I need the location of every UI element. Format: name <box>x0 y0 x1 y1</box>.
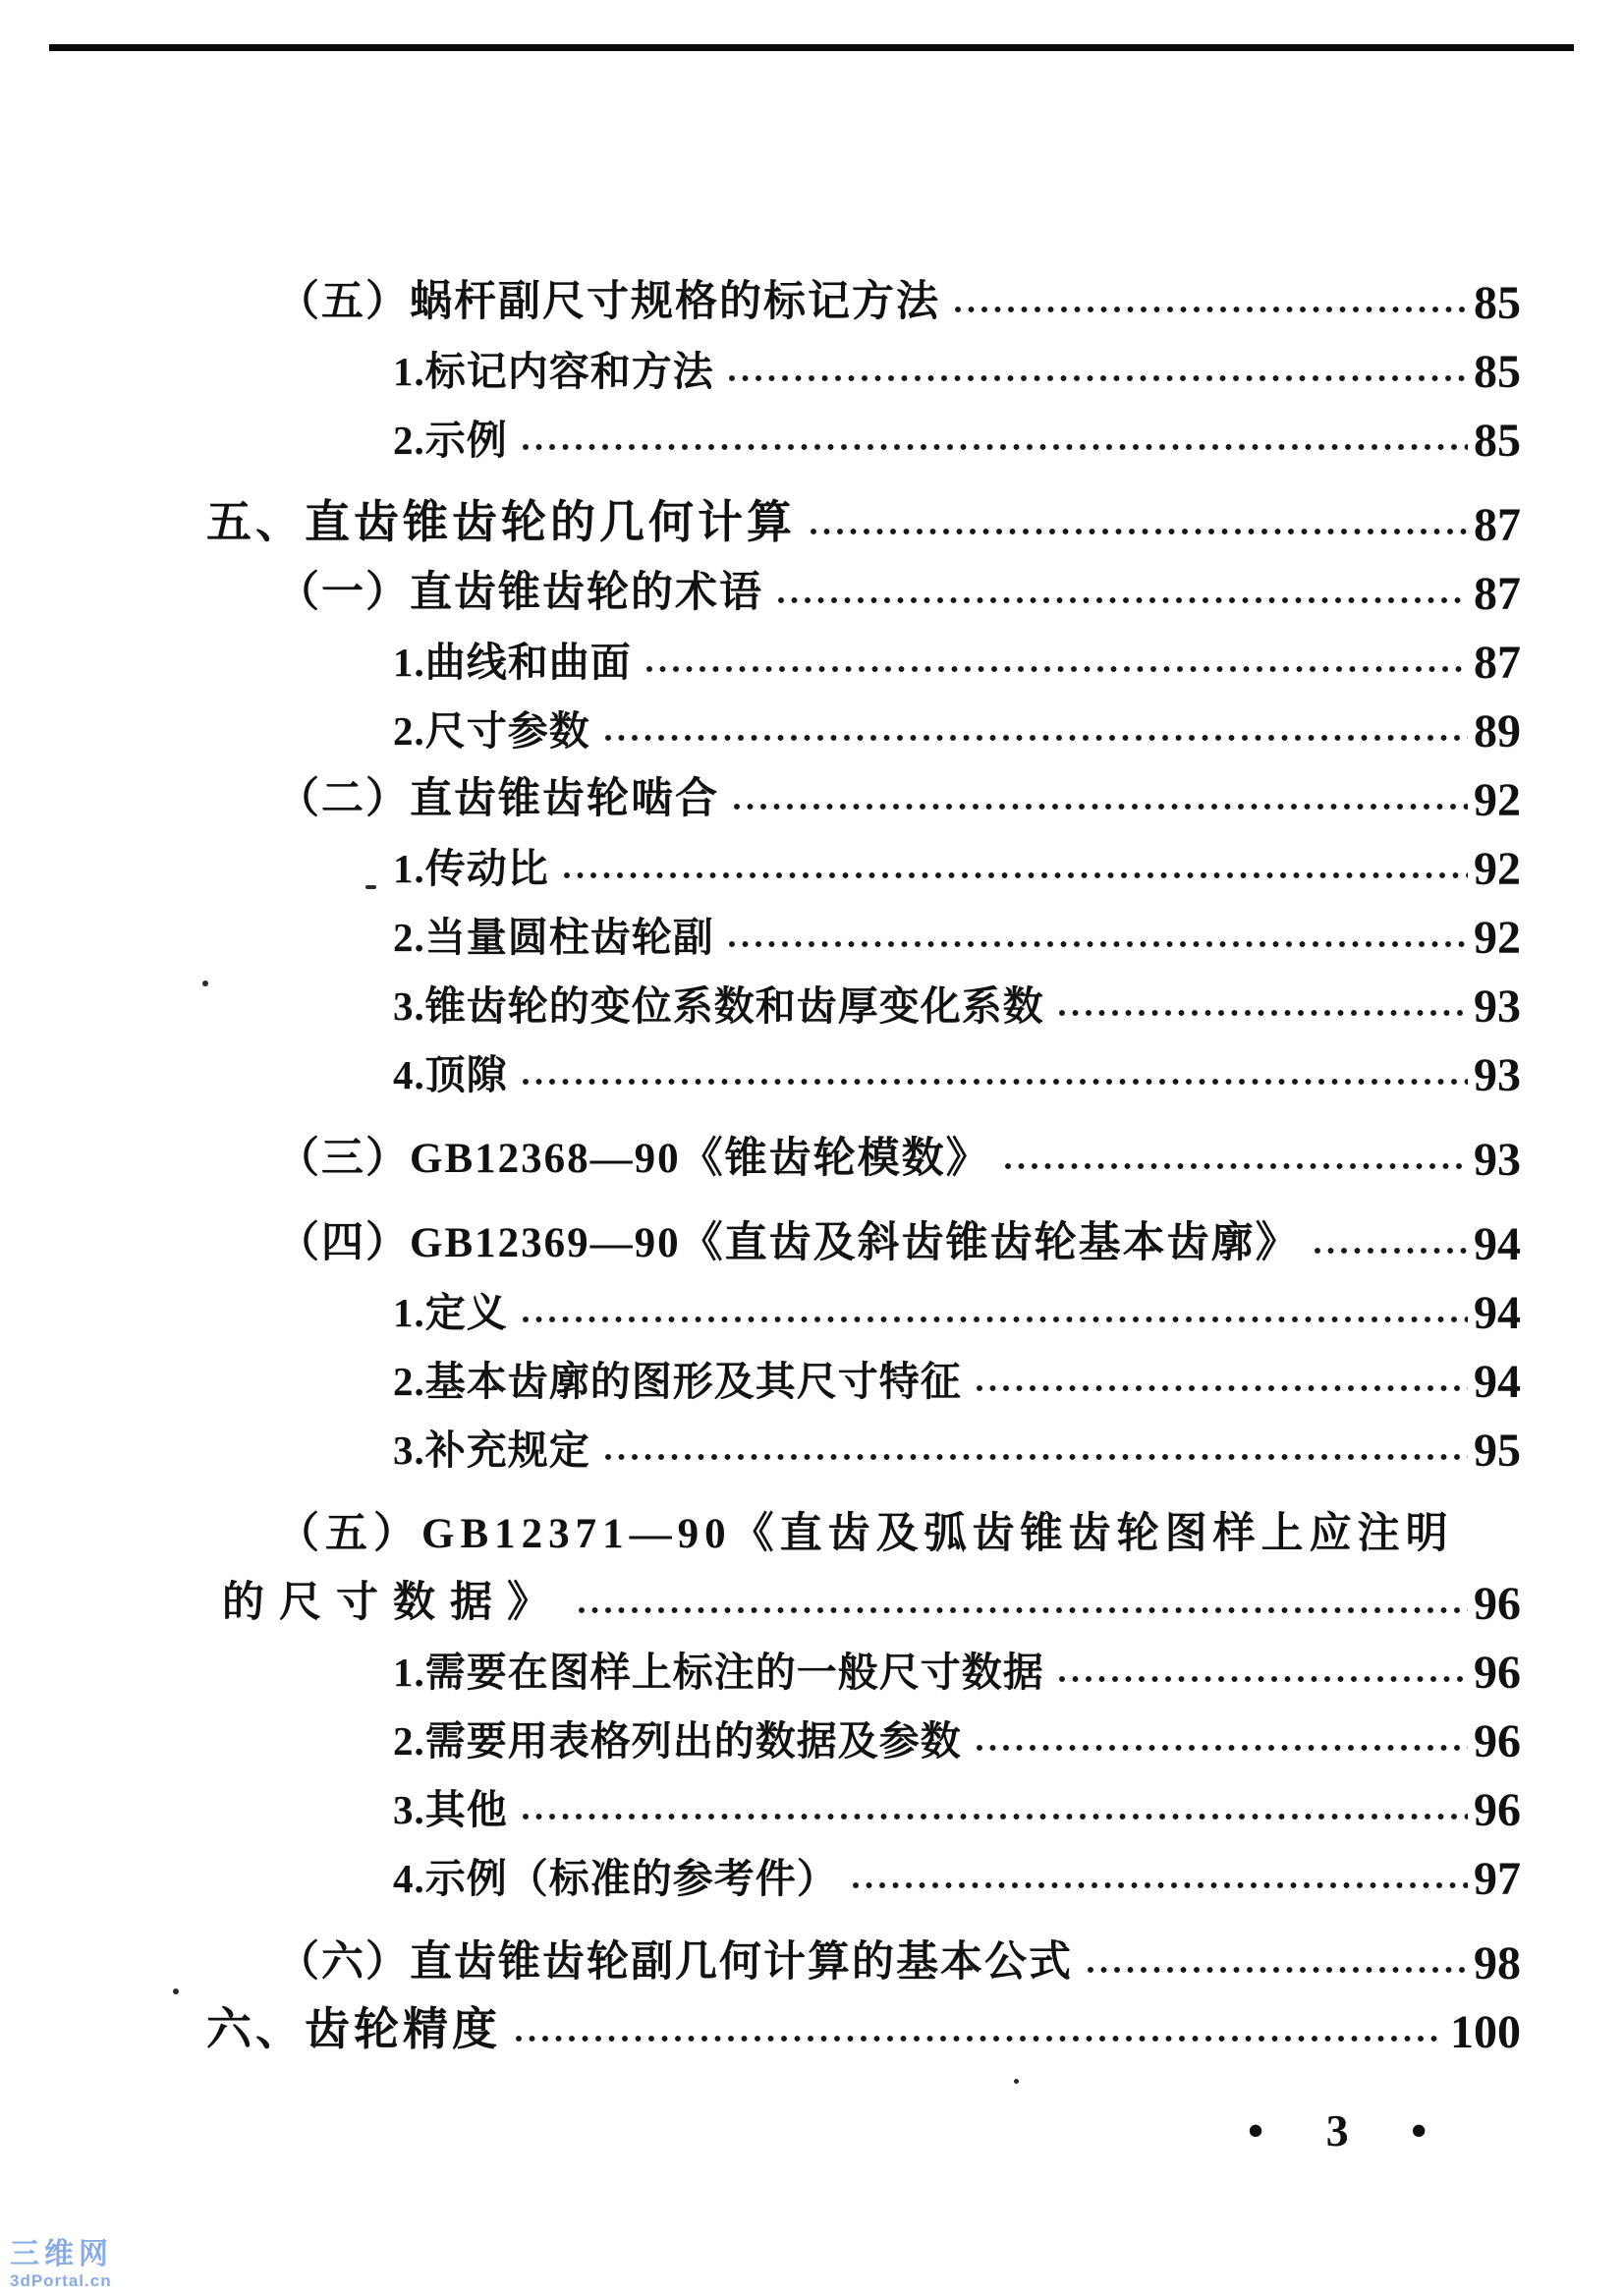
toc-entry-page: 89 <box>1474 704 1521 757</box>
toc-entry <box>0 477 1521 551</box>
toc-entry <box>0 684 1521 757</box>
toc-entry-label: 1.传动比 <box>393 846 549 892</box>
toc-entry <box>0 821 1521 895</box>
toc-entry-label: （一）直齿锥齿轮的术语 <box>277 570 763 617</box>
dot-leader <box>731 801 1468 812</box>
toc-entry-label: 4.顶隙 <box>393 1052 508 1098</box>
dot-leader <box>850 1879 1468 1891</box>
dot-leader <box>602 732 1468 744</box>
toc-entry <box>0 1028 1521 1101</box>
toc-entry-label: 2.示例 <box>393 418 508 464</box>
dot-leader <box>974 1742 1468 1754</box>
watermark-title: 三维网 <box>10 2238 113 2270</box>
toc-entry-label: 1.标记内容和方法 <box>393 349 714 395</box>
toc-entry <box>0 1112 1521 1186</box>
dot-leader <box>1085 1964 1468 1976</box>
toc-entry-label: （二）直齿锥齿轮啮合 <box>277 776 719 823</box>
toc-entry-label: （五）蜗杆副尺寸规格的标记方法 <box>277 279 940 326</box>
toc-entry-label: 4.示例（标准的参考件） <box>393 1856 838 1902</box>
toc-entry-page: 92 <box>1474 773 1521 826</box>
toc-entry <box>0 1197 1521 1270</box>
toc-entry-page: 96 <box>1474 1646 1521 1699</box>
scan-artifact-dot <box>1014 2079 1019 2084</box>
top-rule <box>49 44 1574 51</box>
toc-entry-label: 3.其他 <box>393 1787 508 1833</box>
scan-artifact-dot <box>173 1988 179 1994</box>
toc-entry-page: 87 <box>1474 567 1521 620</box>
toc-entry <box>0 1985 1521 2058</box>
toc-entry-page: 96 <box>1474 1783 1521 1836</box>
toc-entry <box>0 753 1521 826</box>
toc-entry-page: 87 <box>1474 636 1521 689</box>
toc-entry <box>0 1625 1521 1699</box>
toc-entry <box>0 255 1521 329</box>
toc-entry-page: 85 <box>1474 276 1521 329</box>
toc-entry-label: 的尺寸数据》 <box>222 1580 564 1627</box>
dot-leader <box>1056 1007 1468 1019</box>
toc-entry-page: 94 <box>1474 1217 1521 1270</box>
toc-entry <box>0 1403 1521 1477</box>
toc-entry-label: （五）GB12371—90《直齿及弧齿锥齿轮图样上应注明 <box>277 1511 1454 1558</box>
toc-entry <box>0 890 1521 964</box>
toc-entry-page: 87 <box>1474 498 1521 551</box>
toc-entry-page: 92 <box>1474 911 1521 964</box>
toc-entry-label: 1.需要在图样上标注的一般尺寸数据 <box>393 1650 1044 1696</box>
toc-entry <box>0 393 1521 467</box>
dot-leader <box>520 441 1468 453</box>
toc-entry-label: 1.曲线和曲面 <box>393 640 632 686</box>
toc-entry-page: 85 <box>1474 414 1521 467</box>
toc-list <box>0 255 1521 2058</box>
toc-entry <box>0 1265 1521 1339</box>
toc-entry-page: 98 <box>1474 1936 1521 1989</box>
toc-entry-page: 100 <box>1450 2005 1521 2058</box>
dot-leader <box>726 372 1468 384</box>
toc-entry-label: 3.锥齿轮的变位系数和齿厚变化系数 <box>393 983 1044 1030</box>
toc-entry <box>0 1763 1521 1836</box>
toc-entry-page: 96 <box>1474 1714 1521 1767</box>
dot-leader <box>726 938 1468 950</box>
toc-entry-label: 2.尺寸参数 <box>393 708 590 755</box>
toc-entry-page: 93 <box>1474 1133 1521 1186</box>
toc-entry-page: 85 <box>1474 345 1521 398</box>
toc-entry-label: 3.补充规定 <box>393 1428 590 1474</box>
toc-entry <box>0 1831 1521 1905</box>
toc-entry-label: 2.基本齿廓的图形及其尺寸特征 <box>393 1359 962 1405</box>
toc-entry <box>0 1694 1521 1767</box>
dot-leader <box>602 1451 1468 1463</box>
dot-leader <box>644 663 1468 675</box>
toc-entry-label: 2.当量圆柱齿轮副 <box>393 915 714 961</box>
toc-entry <box>0 546 1521 620</box>
toc-entry <box>0 324 1521 398</box>
scan-artifact-dot <box>365 885 376 889</box>
dot-leader <box>561 869 1468 881</box>
toc-entry-page: 93 <box>1474 1048 1521 1101</box>
dot-leader <box>1056 1673 1468 1685</box>
dot-leader <box>1312 1245 1468 1257</box>
toc-entry-page: 92 <box>1474 842 1521 895</box>
toc-entry-label: 六、齿轮精度 <box>206 2004 501 2055</box>
toc-entry-label: （三）GB12368—90《锥齿轮模数》 <box>277 1136 990 1183</box>
toc-entry-page: 94 <box>1474 1355 1521 1408</box>
toc-entry-page: 93 <box>1474 980 1521 1033</box>
toc-entry <box>0 615 1521 689</box>
dot-leader <box>520 1314 1468 1325</box>
watermark-logo <box>10 2240 113 2289</box>
toc-entry <box>0 1487 1521 1556</box>
toc-entry <box>0 959 1521 1033</box>
toc-entry-page: 96 <box>1474 1577 1521 1630</box>
watermark-subtitle: 3dPortal.cn <box>10 2271 112 2290</box>
dot-leader <box>513 2033 1444 2044</box>
scan-artifact-dot <box>202 980 208 986</box>
toc-entry-continuation <box>0 1556 1521 1630</box>
toc-entry-label: （四）GB12369—90《直齿及斜齿锥齿轮基本齿廓》 <box>277 1220 1300 1267</box>
dot-leader <box>974 1382 1468 1394</box>
toc-entry-label: 1.定义 <box>393 1290 508 1336</box>
dot-leader <box>952 304 1468 315</box>
dot-leader <box>520 1811 1468 1822</box>
toc-entry <box>0 1916 1521 1989</box>
dot-leader <box>775 594 1468 606</box>
toc-entry-page: 94 <box>1474 1286 1521 1339</box>
toc-entry-page: 97 <box>1474 1852 1521 1905</box>
dot-leader <box>1002 1160 1468 1172</box>
toc-entry-label: （六）直齿锥齿轮副几何计算的基本公式 <box>277 1939 1073 1987</box>
toc-entry-page: 95 <box>1474 1424 1521 1477</box>
page-number: • 3 • <box>1248 2105 1453 2156</box>
dot-leader <box>520 1076 1468 1088</box>
dot-leader <box>808 526 1468 537</box>
toc-entry-label: 2.需要用表格列出的数据及参数 <box>393 1718 962 1764</box>
dot-leader <box>576 1604 1468 1616</box>
toc-entry-label: 五、直齿锥齿轮的几何计算 <box>206 497 796 548</box>
toc-entry <box>0 1334 1521 1408</box>
